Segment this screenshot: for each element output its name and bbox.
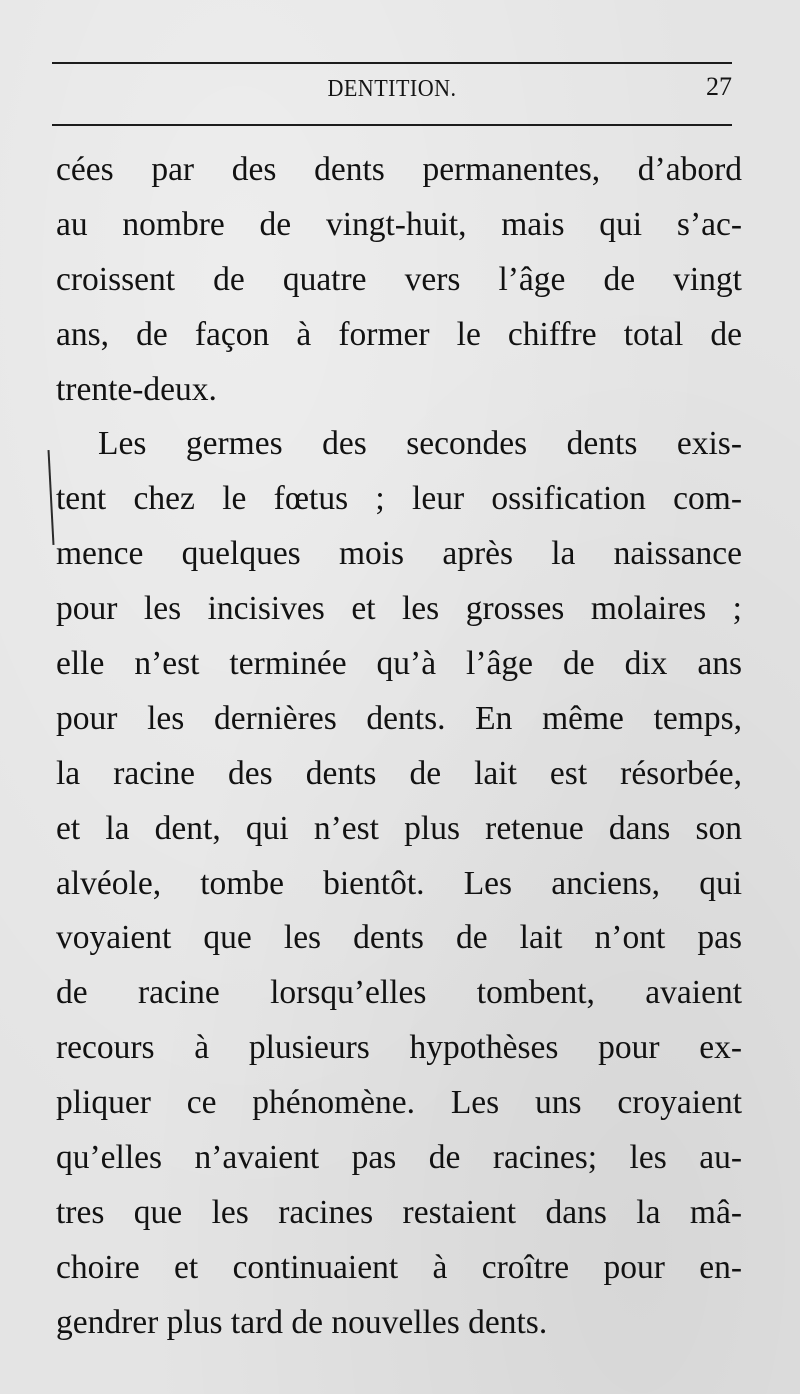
text-line: au nombre de vingt-huit, mais qui s’ac- <box>56 205 742 243</box>
text-line: tres que les racines restaient dans la mâ- <box>56 1193 742 1231</box>
header-bottom-rule <box>52 124 732 126</box>
page-number: 27 <box>706 72 732 101</box>
text-line: recours à plusieurs hypothèses pour ex- <box>56 1029 742 1067</box>
running-head <box>52 72 732 112</box>
text-line: qu’elles n’avaient pas de racines; les au- <box>56 1139 742 1177</box>
text-line: de racine lorsqu’elles tombent, avaient <box>56 974 742 1012</box>
header-top-rule <box>52 62 732 64</box>
text-line: pliquer ce phénomène. Les uns croyaient <box>56 1084 742 1122</box>
text-line: et la dent, qui n’est plus retenue dans son <box>56 809 742 847</box>
text-line: choire et continuaient à croître pour en- <box>56 1248 742 1286</box>
chapter-title: DENTITION. <box>327 76 457 102</box>
text-line: voyaient que les dents de lait n’ont pas <box>56 919 742 957</box>
text-line: croissent de quatre vers l’âge de vingt <box>56 260 742 298</box>
text-line: pour les incisives et les grosses molaires ; <box>56 590 742 628</box>
text-line: tent chez le fœtus ; leur ossification com- <box>56 480 742 518</box>
text-line: ans, de façon à former le chiffre total de <box>56 315 742 353</box>
body-text <box>56 143 742 1351</box>
text-line: mence quelques mois après la naissance <box>56 535 742 573</box>
text-line: trente-deux. <box>56 370 217 408</box>
margin-pencil-mark <box>48 450 55 545</box>
text-line: elle n’est terminée qu’à l’âge de dix ans <box>56 645 742 683</box>
text-line: pour les dernières dents. En même temps, <box>56 699 742 737</box>
text-line: gendrer plus tard de nouvelles dents. <box>56 1303 548 1341</box>
text-line-paragraph-start: Les germes des secondes dents exis- <box>98 425 742 463</box>
text-line: cées par des dents permanentes, d’abord <box>56 151 742 188</box>
text-line: la racine des dents de lait est résorbée, <box>56 754 742 792</box>
text-line: alvéole, tombe bientôt. Les anciens, qui <box>56 864 742 902</box>
